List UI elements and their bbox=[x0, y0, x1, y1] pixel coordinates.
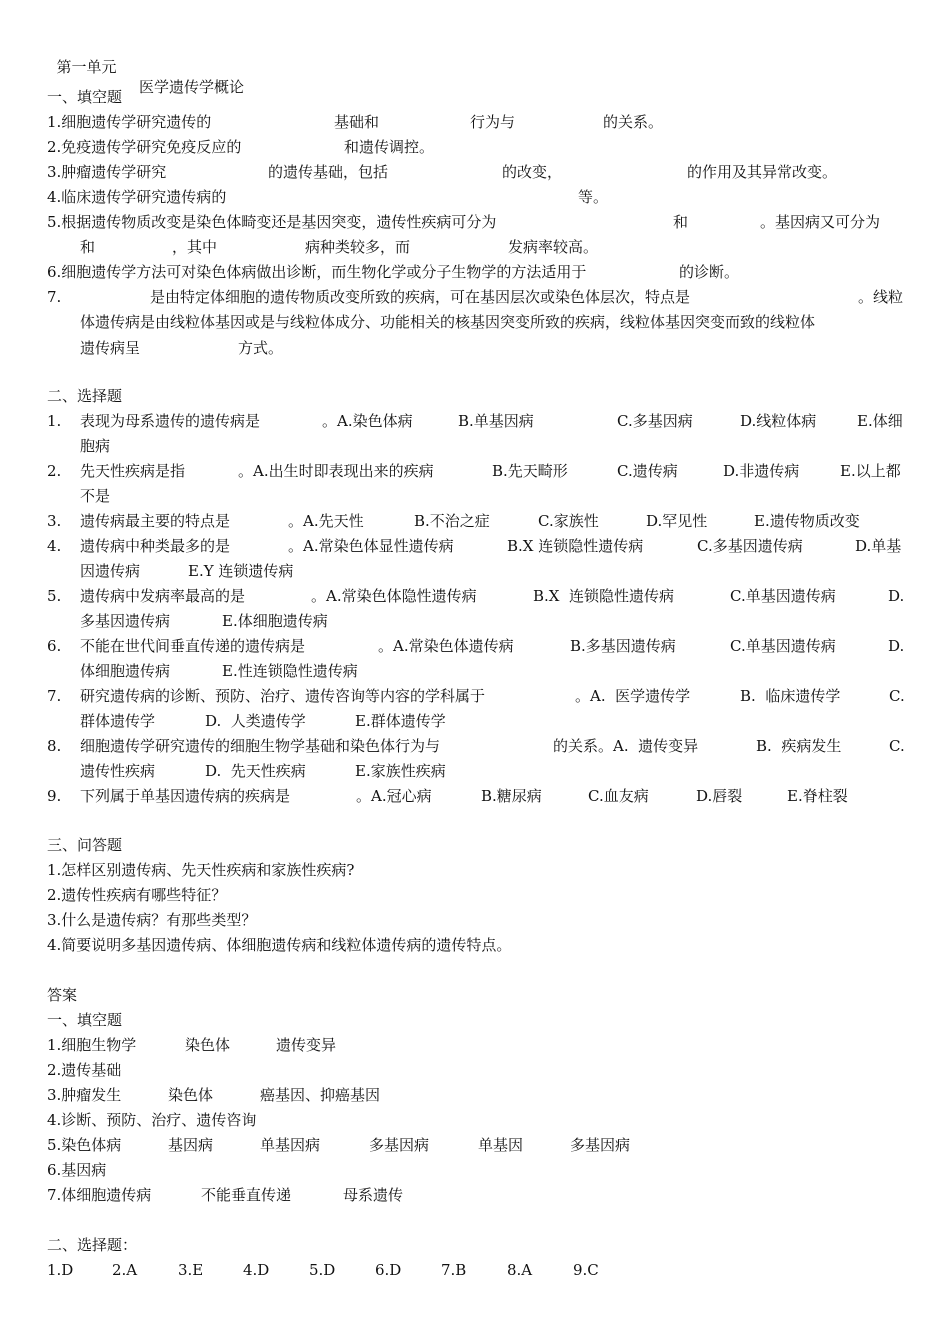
option-b: B.先天畸形 bbox=[492, 462, 568, 480]
essay-question: 1.怎样区别遗传病、先天性疾病和家族性疾病? bbox=[47, 861, 355, 879]
text: 发病率较高。 bbox=[508, 238, 599, 256]
answer: 6.基因病 bbox=[47, 1161, 107, 1179]
question-stem: 表现为母系遗传的遗传病是 bbox=[80, 412, 261, 430]
option-c: C.单基因遗传病 bbox=[730, 637, 836, 655]
option-a: 。A.先天性 bbox=[288, 512, 364, 530]
text: 7. bbox=[47, 288, 62, 306]
answer: 2.A bbox=[112, 1261, 138, 1279]
answer: 基因病 bbox=[168, 1136, 214, 1154]
text: 的诊断。 bbox=[679, 263, 740, 281]
question-stem: 遗传病中发病率最高的是 bbox=[80, 587, 246, 605]
text: 基础和 bbox=[334, 113, 380, 131]
option-a: 。A.常染色体显性遗传病 bbox=[288, 537, 454, 555]
text: 6.细胞遗传学方法可对染色体病做出诊断，而生物化学或分子生物学的方法适用于 bbox=[47, 263, 587, 281]
answer: 多基因病 bbox=[570, 1136, 631, 1154]
text: 的遗传基础，包括 bbox=[268, 163, 389, 181]
text: 体细胞遗传病 bbox=[80, 662, 171, 680]
option-c: C. bbox=[889, 687, 905, 705]
chapter-title: 医学遗传学概论 bbox=[139, 78, 245, 96]
answer: 遗传变异 bbox=[276, 1036, 337, 1054]
option-d: D. bbox=[888, 587, 905, 605]
option-c: C.多基因遗传病 bbox=[697, 537, 803, 555]
text: 1.细胞遗传学研究遗传的 bbox=[47, 113, 212, 131]
option-a: 。A.染色体病 bbox=[322, 412, 413, 430]
option-b: B.不治之症 bbox=[414, 512, 490, 530]
answer: 1.D bbox=[47, 1261, 74, 1279]
answer: 7.B bbox=[441, 1261, 467, 1279]
option-c: C.遗传病 bbox=[617, 462, 678, 480]
text: 因遗传病 bbox=[80, 562, 141, 580]
answer: 2.遗传基础 bbox=[47, 1061, 122, 1079]
text: 胞病 bbox=[80, 437, 111, 455]
option-e: E.群体遗传学 bbox=[355, 712, 446, 730]
answer: 染色体 bbox=[168, 1086, 214, 1104]
question-number: 6. bbox=[47, 637, 62, 655]
answer: 3.肿瘤发生 bbox=[47, 1086, 122, 1104]
option-b: B.X 连锁隐性遗传病 bbox=[533, 587, 675, 605]
answer: 单基因 bbox=[478, 1136, 524, 1154]
text: 3.肿瘤遗传学研究 bbox=[47, 163, 167, 181]
text: 5.根据遗传物质改变是染色体畸变还是基因突变，遗传性疾病可分为 bbox=[47, 213, 497, 231]
option-b: B.X 连锁隐性遗传病 bbox=[507, 537, 644, 555]
essay-question: 2.遗传性疾病有哪些特征？ bbox=[47, 886, 227, 904]
answer: 不能垂直传递 bbox=[201, 1186, 292, 1204]
option-d: D.罕见性 bbox=[646, 512, 708, 530]
answer: 4.诊断、预防、治疗、遗传咨询 bbox=[47, 1111, 257, 1129]
answer: 5.D bbox=[309, 1261, 336, 1279]
question-number: 5. bbox=[47, 587, 62, 605]
text: 。基因病又可分为 bbox=[760, 213, 881, 231]
question-number: 1. bbox=[47, 412, 62, 430]
answers-heading: 答案 bbox=[47, 986, 78, 1004]
question-number: 4. bbox=[47, 537, 62, 555]
text: 和 bbox=[80, 238, 96, 256]
answer: 单基因病 bbox=[260, 1136, 321, 1154]
option-a: 。A. 医学遗传学 bbox=[575, 687, 691, 705]
option-b: B.糖尿病 bbox=[481, 787, 542, 805]
question-stem: 遗传病中种类最多的是 bbox=[80, 537, 231, 555]
answer: 癌基因、抑癌基因 bbox=[260, 1086, 381, 1104]
question-stem: 先天性疾病是指 bbox=[80, 462, 186, 480]
text: 的关系。 bbox=[603, 113, 664, 131]
option-d: D. bbox=[888, 637, 905, 655]
text: 和遗传调控。 bbox=[344, 138, 435, 156]
question-number: 8. bbox=[47, 737, 62, 755]
answer: 母系遗传 bbox=[343, 1186, 404, 1204]
text: 的作用及其异常改变。 bbox=[687, 163, 838, 181]
section-heading: 一、填空题 bbox=[47, 1011, 123, 1029]
option-d: D.线粒体病 bbox=[740, 412, 817, 430]
question-stem: 下列属于单基因遗传病的疾病是 bbox=[80, 787, 291, 805]
option-e: E.以上都 bbox=[840, 462, 901, 480]
essay-question: 3.什么是遗传病？有那些类型？ bbox=[47, 911, 257, 929]
question-stem: 细胞遗传学研究遗传的细胞生物学基础和染色体行为与 bbox=[80, 737, 441, 755]
essay-question: 4.简要说明多基因遗传病、体细胞遗传病和线粒体遗传病的遗传特点。 bbox=[47, 936, 512, 954]
text: 遗传病呈 bbox=[80, 339, 141, 357]
answer: 多基因病 bbox=[369, 1136, 430, 1154]
option-d: D.单基 bbox=[855, 537, 902, 555]
option-a: 。A.出生时即表现出来的疾病 bbox=[238, 462, 434, 480]
question-number: 7. bbox=[47, 687, 62, 705]
text: 和 bbox=[673, 213, 689, 231]
option-d: D. 人类遗传学 bbox=[205, 712, 306, 730]
text: 行为与 bbox=[470, 113, 516, 131]
option-b: B.单基因病 bbox=[458, 412, 534, 430]
option-b: B. 疾病发生 bbox=[756, 737, 842, 755]
answer: 9.C bbox=[573, 1261, 599, 1279]
option-a: 。A.冠心病 bbox=[356, 787, 432, 805]
text: 多基因遗传病 bbox=[80, 612, 171, 630]
question-stem: 研究遗传病的诊断、预防、治疗、遗传咨询等内容的学科属于 bbox=[80, 687, 486, 705]
answer: 4.D bbox=[243, 1261, 270, 1279]
question-number: 3. bbox=[47, 512, 62, 530]
option-d: D. 先天性疾病 bbox=[205, 762, 306, 780]
text: 的改变， bbox=[502, 163, 563, 181]
option-d: D.非遗传病 bbox=[723, 462, 800, 480]
option-c: C.多基因病 bbox=[617, 412, 693, 430]
option-e: E.性连锁隐性遗传病 bbox=[222, 662, 358, 680]
option-a: 。A.常染色体遗传病 bbox=[378, 637, 514, 655]
option-d: D.唇裂 bbox=[696, 787, 743, 805]
option-e: E.体细 bbox=[857, 412, 903, 430]
question-stem: 遗传病最主要的特点是 bbox=[80, 512, 231, 530]
option-b: B.多基因遗传病 bbox=[570, 637, 676, 655]
answer: 7.体细胞遗传病 bbox=[47, 1186, 152, 1204]
option-e: E.Y 连锁遗传病 bbox=[188, 562, 294, 580]
text: 病种类较多，而 bbox=[305, 238, 411, 256]
text: 4.临床遗传学研究遗传病的 bbox=[47, 188, 227, 206]
answer: 6.D bbox=[375, 1261, 402, 1279]
text: 体遗传病是由线粒体基因或是与线粒体成分、功能相关的核基因突变所致的疾病，线粒体基因突变而致的线粒体 bbox=[80, 313, 816, 331]
option-c: C.家族性 bbox=[538, 512, 599, 530]
option-c: C.单基因遗传病 bbox=[730, 587, 836, 605]
text: ，其中 bbox=[172, 238, 218, 256]
text: 2.免疫遗传学研究免疫反应的 bbox=[47, 138, 242, 156]
question-number: 9. bbox=[47, 787, 62, 805]
option-a: 。A.常染色体隐性遗传病 bbox=[311, 587, 477, 605]
text: 等。 bbox=[578, 188, 609, 206]
section-heading: 二、选择题 bbox=[47, 387, 123, 405]
answer: 5.染色体病 bbox=[47, 1136, 122, 1154]
text: 方式。 bbox=[238, 339, 284, 357]
text: 不是 bbox=[80, 487, 111, 505]
unit-label: 第一单元 bbox=[56, 58, 117, 76]
option-c: C.血友病 bbox=[588, 787, 649, 805]
section-heading: 三、问答题 bbox=[47, 836, 123, 854]
section-heading: 二、选择题： bbox=[47, 1236, 138, 1254]
section-heading: 一、填空题 bbox=[47, 88, 123, 106]
answer: 1.细胞生物学 bbox=[47, 1036, 137, 1054]
text: 是由特定体细胞的遗传物质改变所致的疾病，可在基因层次或染色体层次，特点是 bbox=[150, 288, 691, 306]
question-number: 2. bbox=[47, 462, 62, 480]
answer: 8.A bbox=[507, 1261, 533, 1279]
option-e: E.体细胞遗传病 bbox=[222, 612, 328, 630]
answer: 染色体 bbox=[185, 1036, 231, 1054]
text: 群体遗传学 bbox=[80, 712, 156, 730]
text: 遗传性疾病 bbox=[80, 762, 156, 780]
option-e: E.遗传物质改变 bbox=[754, 512, 860, 530]
text: 。线粒 bbox=[858, 288, 904, 306]
option-e: E.家族性疾病 bbox=[355, 762, 446, 780]
option-e: E.脊柱裂 bbox=[787, 787, 848, 805]
question-stem: 不能在世代间垂直传递的遗传病是 bbox=[80, 637, 306, 655]
option-a: 的关系。A. 遗传变异 bbox=[553, 737, 699, 755]
option-c: C. bbox=[889, 737, 905, 755]
option-b: B. 临床遗传学 bbox=[740, 687, 841, 705]
answer: 3.E bbox=[178, 1261, 204, 1279]
